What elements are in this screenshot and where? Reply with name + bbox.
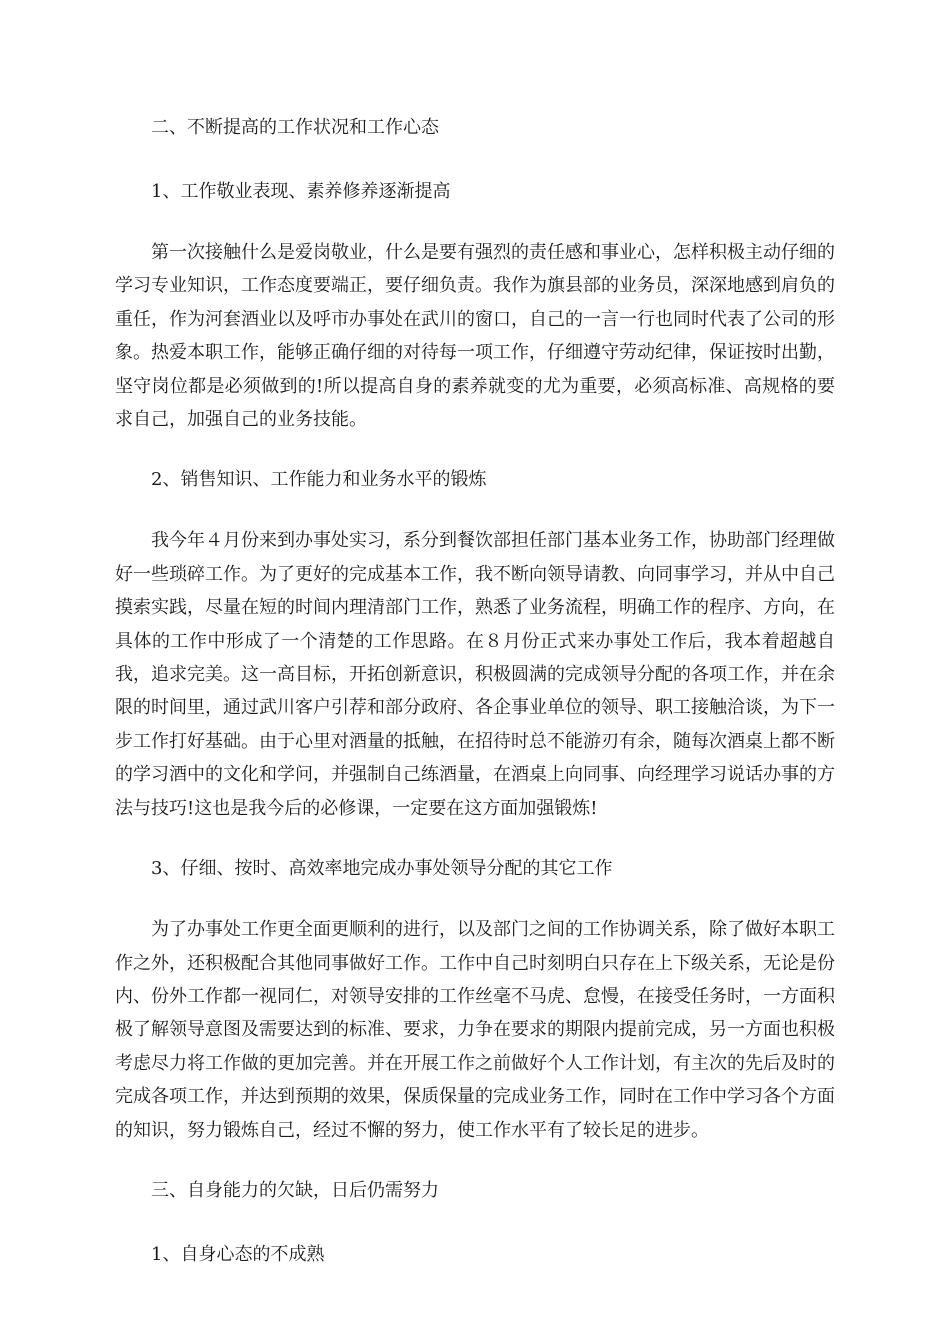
subsection-2-paragraph: 我今年４月份来到办事处实习，系分到餐饮部担任部门基本业务工作，协助部门经理做好一些琐碎工作。为了更好的完成基本工作，我不断向领导请教、向同事学习，并从中自己摸索实践，尽量在短的时间内理清部门工作，熟悉了业务流程，明确工作的程序、方向，在具体的工作中形成了一个清楚的工作思路。在８月份正式来办事处工作后，我本着超越自我，追求完美。这一高目标，开拓创新意识，积极圆满的完成领导分配的各项工作，并在余限的时间里，通过武川客户引荐和部分政府、各企事业单位的领导、职工接触洽谈，为下一步工作打好基础。由于心里对酒量的抵触，在招待时总不能游刃有余，随每次酒桌上都不断的学习酒中的文化和学问，并强制自己练酒量，在酒桌上向同事、向经理学习说话办事的方法与技巧!这也是我今后的必修课，一定要在这方面加强锻炼! <box>115 530 835 819</box>
subsection-3-paragraph: 为了办事处工作更全面更顺利的进行，以及部门之间的工作协调关系，除了做好本职工作之外，还积极配合其他同事做好工作。工作中自己时刻明白只存在上下级关系，无论是份内、份外工作都一视同仁，对领导安排的工作丝毫不马虎、怠慢，在接受任务时，一方面积极了解领导意图及需要达到的标准、要求，力争在要求的期限内提前完成，另一方面也积极考虑尽力将工作做的更加完善。并在开展工作之前做好个人工作计划，有主次的先后及时的完成各项工作，并达到预期的效果，保质保量的完成业务工作，同时在工作中学习各个方面的知识，努力锻炼自己，经过不懈的努力，使工作水平有了较长足的进步。 <box>115 919 835 1141</box>
document-page <box>115 108 835 1299</box>
subsection-2-heading: 2、销售知识、工作能力和业务水平的锻炼 <box>151 469 487 491</box>
subsection-4-heading: 1、自身心态的不成熟 <box>151 1243 325 1265</box>
subsection-1-heading: 1、工作敬业表现、素养修养逐渐提高 <box>151 181 451 202</box>
section-3-heading: 三、自身能力的欠缺，日后仍需努力 <box>151 1179 439 1201</box>
subsection-1-paragraph: 第一次接触什么是爱岗敬业，什么是要有强烈的责任感和事业心，怎样积极主动仔细的学习专业知识，工作态度要端正，要仔细负责。我作为旗县部的业务员，深深地感到肩负的重任，作为河套酒业以及呼市办事处在武川的窗口，自己的一言一行也同时代表了公司的形象。热爱本职工作，能够正确仔细的对待每一项工作，仔细遵守劳动纪律，保证按时出勤，坚守岗位都是必须做到的!所以提高自身的素养就变的尤为重要，必须高标准、高规格的要求自己，加强自己的业务技能。 <box>115 242 835 431</box>
subsection-3-heading: 3、仔细、按时、高效率地完成办事处领导分配的其它工作 <box>151 858 613 880</box>
section-2-heading: 二、不断提高的工作状况和工作心态 <box>151 117 439 138</box>
